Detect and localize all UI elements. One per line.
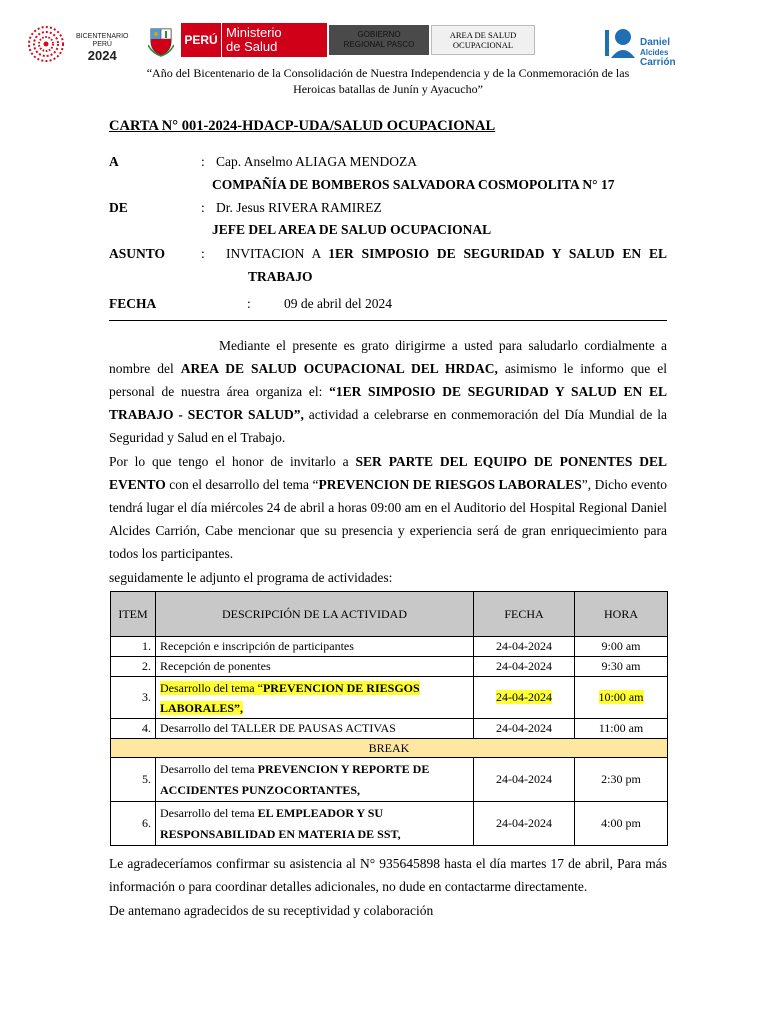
from-label: DE [109, 200, 128, 215]
row-description [156, 657, 474, 677]
peru-label: PERÚ [181, 23, 222, 57]
bicentenario-logo [20, 24, 145, 64]
subject-colon: : [201, 246, 205, 261]
row-desc-plain: Desarrollo del tema [160, 805, 258, 820]
row-hour: 4:00 pm [575, 802, 668, 846]
row-item: 1. [111, 637, 156, 657]
hospital-logo [603, 22, 693, 68]
paragraph-2 [109, 450, 667, 565]
hospital-text [640, 38, 676, 68]
gobierno-line2: REGIONAL PASCO [343, 40, 415, 49]
bicentenario-country: PERÚ [92, 41, 112, 48]
gobierno-line1: GOBIERNO [357, 30, 401, 39]
row-item: 6. [111, 802, 156, 846]
paragraph-1 [109, 334, 667, 449]
ministerio-line1: Ministerio [226, 25, 282, 40]
closing-paragraph: Le agradeceríamos confirmar su asistencia al N° 935645898 hasta el día martes 17 de abril, Para más información o para coordinar detalles adicionales, no dude en contactarme directamente. [109, 856, 667, 894]
row-hour: 11:00 am [575, 719, 668, 739]
row-hour: 2:30 pm [575, 758, 668, 802]
header-item: ITEM [111, 592, 156, 637]
row-item: 4. [111, 719, 156, 739]
row-desc-plain: Recepción e inscripción de participantes [160, 639, 354, 653]
row-date: 24-04-2024 [474, 758, 575, 802]
to-organization: COMPAÑÍA DE BOMBEROS SALVADORA COSMOPOLITA N° 17 [212, 177, 615, 192]
table-header-row [111, 592, 668, 637]
row-desc-bold: EL EMPLEADOR Y SU RESPONSABILIDAD EN MATERIA DE SST, [160, 805, 401, 841]
p1-c: asimismo le informo que el personal de nuestra área organiza el: [109, 361, 667, 399]
gobierno-regional-logo [329, 25, 429, 55]
row-date: 24-04-2024 [474, 637, 575, 657]
to-label: A [109, 154, 119, 169]
bicentenario-label: BICENTENARIO [76, 33, 129, 40]
header-date: FECHA [474, 592, 575, 637]
row-date: 24-04-2024 [474, 802, 575, 846]
row-description [156, 637, 474, 657]
row-description [156, 802, 474, 846]
row-date: 24-04-2024 [474, 657, 575, 677]
row-desc-bold: PREVENCION Y REPORTE DE ACCIDENTES PUNZOCORTANTES, [160, 761, 430, 797]
row-hour: 9:00 am [575, 637, 668, 657]
table-row [111, 657, 668, 677]
row-desc-plain: Recepción de ponentes [160, 659, 271, 673]
hospital-line3: Carrión [640, 57, 676, 68]
row-date [474, 677, 575, 719]
closing-thanks: De antemano agradecidos de su receptividad y colaboración [109, 903, 434, 918]
p2-c: con el desarrollo del tema “ [165, 477, 319, 492]
row-item: 5. [111, 758, 156, 802]
area-line1: AREA DE SALUD [449, 30, 517, 40]
bicentenario-text [76, 33, 129, 62]
from-title: JEFE DEL AREA DE SALUD OCUPACIONAL [212, 222, 492, 237]
area-line2: OCUPACIONAL [452, 40, 514, 50]
p1-d: “1ER SIMPOSIO DE SEGURIDAD Y SALUD EN EL TRABAJO - SECTOR SALUD”, [109, 384, 667, 422]
row-hour-text: 10:00 am [598, 690, 644, 704]
to-colon: : [201, 154, 205, 169]
minsa-logo [181, 23, 327, 57]
row-item: 2. [111, 657, 156, 677]
p1-a: Mediante el presente es grato dirigirme a usted para saludarlo cordialmente a nombre del [109, 338, 667, 376]
row-desc-plain: Desarrollo del TALLER DE PAUSAS ACTIVAS [160, 721, 396, 735]
date-label: FECHA [109, 296, 157, 311]
row-description [156, 677, 474, 719]
hospital-line2: Alcides [640, 48, 669, 57]
table-row [111, 677, 668, 719]
date-value: 09 de abril del 2024 [284, 296, 392, 311]
from-colon: : [201, 200, 205, 215]
area-salud-label [431, 25, 535, 55]
table-row [111, 758, 668, 802]
letter-reference: CARTA N° 001-2024-HDACP-UDA/SALUD OCUPACIONAL [109, 118, 496, 134]
break-label: BREAK [111, 739, 668, 758]
to-name: Cap. Anselmo ALIAGA MENDOZA [216, 154, 417, 169]
motto-line1: “Año del Bicentenario de la Consolidación de Nuestra Independencia y de la Conmemoración de las [146, 66, 630, 80]
p2-d: PREVENCION DE RIESGOS LABORALES [318, 477, 582, 492]
row-desc-plain: Desarrollo del tema [160, 761, 258, 776]
row-description [156, 719, 474, 739]
paragraph-3: seguidamente le adjunto el programa de actividades: [109, 570, 393, 585]
date-colon: : [247, 296, 251, 311]
hospital-line1: Daniel [640, 37, 671, 48]
header-divider [109, 320, 667, 321]
activities-table [110, 591, 668, 846]
bicentenario-mark-icon [20, 24, 72, 64]
motto-line2: Heroicas batallas de Junín y Ayacucho” [293, 82, 483, 96]
year-motto [108, 65, 668, 97]
row-hour [575, 677, 668, 719]
row-date-text: 24-04-2024 [496, 690, 552, 704]
p1-b: AREA DE SALUD OCUPACIONAL DEL HRDAC, [180, 361, 498, 376]
row-hour: 9:30 am [575, 657, 668, 677]
subject-bold-line1: 1ER SIMPOSIO DE SEGURIDAD Y SALUD EN EL [328, 246, 667, 261]
row-item: 3. [111, 677, 156, 719]
bicentenario-year: 2024 [87, 48, 117, 63]
header-hour: HORA [575, 592, 668, 637]
subject-line1 [226, 246, 667, 262]
from-name: Dr. Jesus RIVERA RAMIREZ [216, 200, 382, 215]
p2-e: ”, Dicho evento tendrá lugar el día miércoles 24 de abril a horas 09:00 am en el Auditorio del Hospital Regional Daniel Alcides Carrión, Cabe mencionar que su presencia y experiencia será de gran enriquecimiento para todos los participantes. [109, 477, 668, 561]
hospital-portrait-icon [603, 24, 639, 60]
ministerio-text [226, 26, 282, 54]
row-desc-bold: PREVENCION DE RIESGOS LABORALES”, [160, 680, 420, 715]
p2-b: SER PARTE DEL EQUIPO DE PONENTES DEL EVENTO [109, 454, 667, 492]
ministerio-line2: de Salud [226, 39, 278, 54]
p2-a: Por lo que tengo el honor de invitarlo a [109, 454, 356, 469]
row-desc-plain: Desarrollo del tema “ [160, 680, 263, 695]
national-shield-icon [148, 25, 174, 57]
subject-prefix: INVITACION A [226, 246, 329, 261]
row-date: 24-04-2024 [474, 719, 575, 739]
table-row [111, 802, 668, 846]
table-row [111, 637, 668, 657]
p1-e: actividad a celebrarse en conmemoración del Día Mundial de la Seguridad y Salud en el Trabajo. [109, 407, 667, 445]
header-description: DESCRIPCIÓN DE LA ACTIVIDAD [156, 592, 474, 637]
subject-line2: TRABAJO [248, 269, 313, 284]
row-description [156, 758, 474, 802]
subject-label: ASUNTO [109, 246, 166, 261]
break-row [111, 739, 668, 758]
header-logos [20, 22, 750, 66]
table-row [111, 719, 668, 739]
